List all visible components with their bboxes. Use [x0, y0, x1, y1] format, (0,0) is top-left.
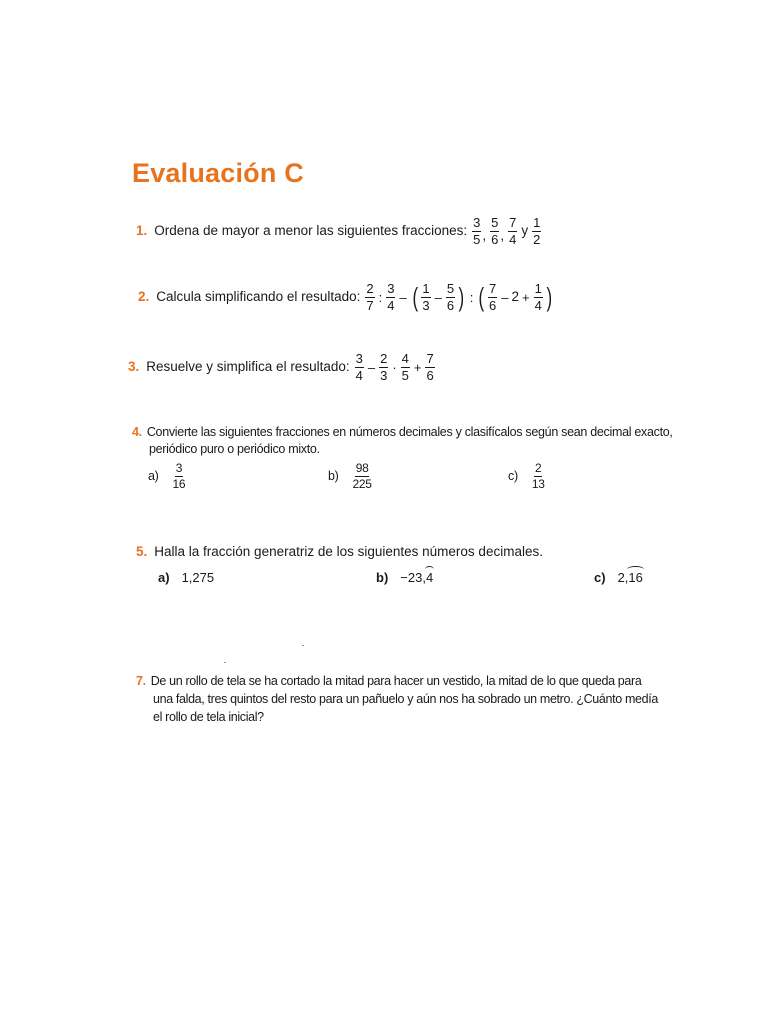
option-label: b): [376, 570, 389, 585]
integer: 2: [511, 289, 520, 305]
separator: ,: [500, 227, 505, 243]
fraction: $\frac{2}{7}$: [366, 281, 374, 313]
fraction: $\frac{3}{4}$: [355, 351, 363, 383]
option-b: [376, 570, 433, 585]
fraction: $\frac{7}{6}$: [489, 281, 497, 313]
question-3: [128, 352, 436, 382]
question-text-line-2: periódico puro o periódico mixto.: [149, 442, 320, 456]
periodic-digits: 16: [628, 570, 643, 585]
option-c: [508, 462, 547, 490]
question-7: [136, 672, 676, 726]
periodic-digits: 4: [425, 570, 434, 585]
question-text: Ordena de mayor a menor las siguientes fracciones:: [154, 223, 468, 239]
option-label: a): [158, 570, 170, 585]
fraction: $\frac{5}{6}$: [491, 215, 499, 247]
parenthesis: (: [478, 282, 485, 313]
fraction: $\frac{1}{3}$: [422, 281, 430, 313]
option-a: [158, 570, 214, 585]
question-4: [132, 424, 673, 458]
option-c: [594, 570, 643, 585]
option-label: c): [594, 570, 606, 585]
fraction: $\frac{7}{6}$: [426, 351, 434, 383]
fraction: $\frac{1}{2}$: [533, 215, 541, 247]
operator: :: [469, 289, 474, 305]
question-number: 2.: [138, 289, 150, 305]
question-text: Halla la fracción generatriz de los siguientes números decimales.: [154, 544, 543, 559]
decimal-value: 2,16: [617, 570, 643, 585]
fraction: $\frac{3}{5}$: [473, 215, 481, 247]
separator: ,: [482, 227, 487, 243]
conjunction: y: [521, 223, 529, 239]
question-number: 7.: [136, 674, 146, 688]
fraction: $\frac{7}{4}$: [509, 215, 517, 247]
fraction: $\frac{2}{13}$: [531, 461, 545, 491]
question-text: Calcula simplificando el resultado:: [156, 289, 361, 305]
option-label: a): [148, 469, 159, 484]
question-5: [136, 545, 543, 559]
question-number: 5.: [136, 544, 148, 559]
parenthesis: ): [546, 282, 553, 313]
option-label: c): [508, 469, 518, 484]
operator: :: [378, 289, 383, 305]
page-title: Evaluación C: [132, 158, 304, 188]
question-number: 1.: [136, 223, 148, 239]
option-b: [328, 462, 374, 490]
fraction: $\frac{98}{225}$: [352, 461, 372, 491]
fraction: $\frac{5}{6}$: [446, 281, 455, 313]
question-number: 4.: [132, 425, 142, 439]
question-text-line-1: De un rollo de tela se ha cortado la mitad para hacer un vestido, la mitad de lo que queda para: [150, 674, 642, 688]
question-2: [138, 282, 555, 312]
fraction: $\frac{3}{4}$: [387, 281, 395, 313]
question-text-line-3: el rollo de tela inicial?: [153, 710, 264, 724]
decimal-value: 1,275: [181, 570, 215, 585]
scan-speck: [302, 645, 304, 646]
option-label: b): [328, 469, 339, 484]
operator: –: [434, 289, 442, 305]
question-1: [136, 216, 542, 246]
operator: –: [367, 359, 376, 375]
operator: –: [399, 289, 407, 305]
parenthesis: ): [458, 282, 465, 313]
fraction: $\frac{3}{16}$: [172, 461, 186, 491]
fraction: $\frac{2}{3}$: [380, 351, 388, 383]
scan-speck: [224, 662, 226, 663]
operator: ·: [392, 359, 397, 375]
fraction: $\frac{4}{5}$: [401, 351, 409, 383]
option-a: [148, 462, 187, 490]
question-text: Resuelve y simplifica el resultado:: [146, 359, 350, 375]
decimal-value: −23,4: [400, 570, 434, 585]
operator: –: [501, 289, 509, 305]
operator: +: [522, 289, 530, 305]
question-number: 3.: [128, 359, 140, 375]
question-text-line-1: Convierte las siguientes fracciones en números decimales y clasifícalos según sean decimal exacto,: [146, 425, 673, 439]
operator: +: [413, 359, 422, 375]
parenthesis: (: [412, 282, 418, 313]
fraction: $\frac{1}{4}$: [534, 281, 542, 313]
question-text-line-2: una falda, tres quintos del resto para un pañuelo y aún nos ha sobrado un metro. ¿Cuánto medía: [153, 692, 658, 706]
